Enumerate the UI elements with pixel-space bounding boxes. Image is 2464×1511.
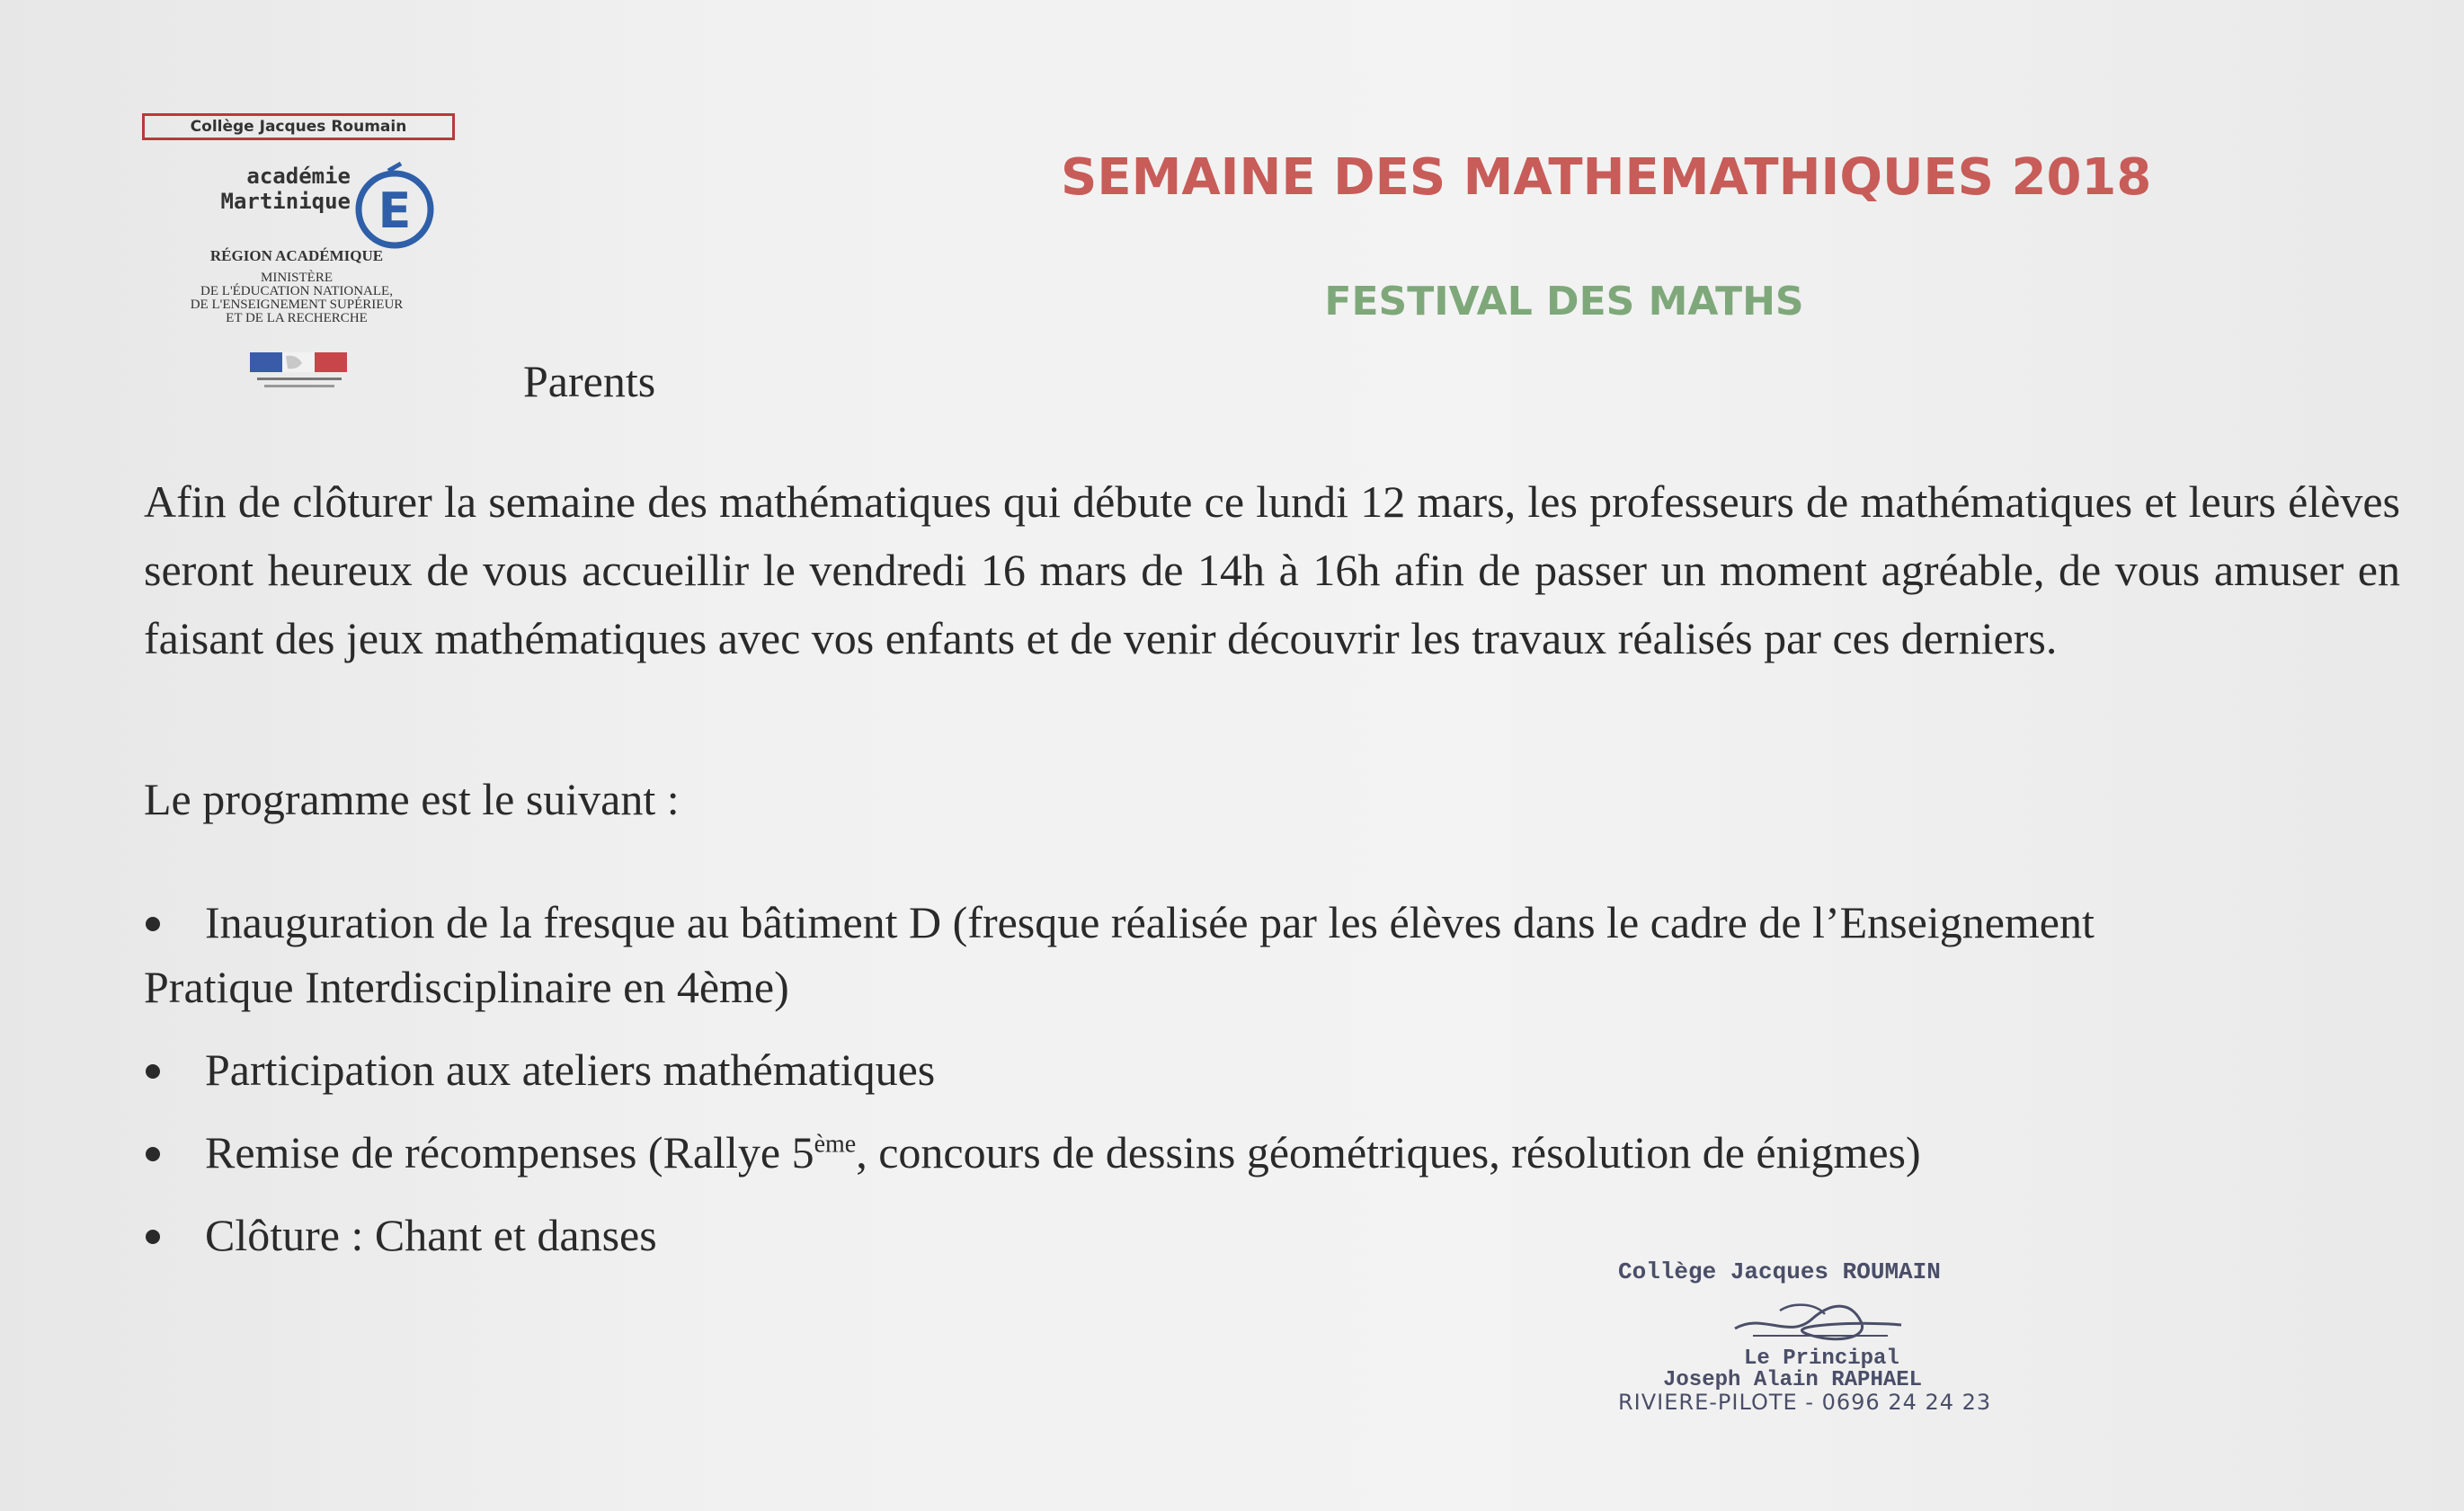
bullet-icon bbox=[146, 1064, 160, 1079]
list-item-text: Remise de récompenses (Rallye 5 bbox=[205, 1127, 814, 1178]
principal-stamp bbox=[1600, 1258, 2086, 1438]
academie-line2: Martinique bbox=[220, 189, 351, 214]
bullet-icon bbox=[146, 1230, 160, 1244]
ministere-label: MINISTÈRE DE L'ÉDUCATION NATIONALE, DE L'ENSEIGNEMENT SUPÉRIEUR ET DE LA RECHERCHE bbox=[190, 271, 404, 325]
page-subtitle: FESTIVAL DES MATHS bbox=[1324, 279, 1804, 324]
college-logo-label: Collège Jacques Roumain bbox=[142, 113, 455, 140]
programme-intro: Le programme est le suivant : bbox=[144, 774, 680, 824]
list-item bbox=[144, 890, 2391, 1019]
list-item-text: Participation aux ateliers mathématiques bbox=[205, 1044, 936, 1095]
list-item bbox=[144, 1037, 2391, 1102]
bullet-icon bbox=[146, 917, 160, 931]
list-item bbox=[144, 1120, 2391, 1185]
list-item-text-continued: Pratique Interdisciplinaire en 4ème) bbox=[144, 962, 789, 1012]
academie-e-logo-icon bbox=[349, 160, 440, 252]
academie-line1: académie bbox=[246, 164, 351, 189]
page-title: SEMAINE DES MATHEMATHIQUES 2018 bbox=[1061, 148, 2152, 207]
stamp-title: Le Principal bbox=[1744, 1347, 1899, 1371]
marianne-flag-icon bbox=[250, 349, 349, 392]
list-item-text: Inauguration de la fresque au bâtiment D (fresque réalisée par les élèves dans le cadre de l’Enseignement bbox=[205, 897, 2095, 947]
stamp-college-name: Collège Jacques ROUMAIN bbox=[1618, 1258, 1941, 1285]
stamp-address: RIVIERE-PILOTE - 0696 24 24 23 bbox=[1618, 1390, 1992, 1415]
superscript: ème bbox=[814, 1130, 857, 1159]
academie-label bbox=[216, 164, 351, 214]
bullet-icon bbox=[146, 1147, 160, 1161]
signature-icon bbox=[1726, 1294, 1906, 1348]
stamp-principal-name: Joseph Alain RAPHAEL bbox=[1663, 1368, 1923, 1392]
list-item-text: Clôture : Chant et danses bbox=[205, 1210, 657, 1260]
body-paragraph: Afin de clôturer la semaine des mathématiques qui débute ce lundi 12 mars, les professeurs de mathématiques et leurs élèves seront heureux de vous accueillir le vendredi 16 mars de 14h à 16h afin de passer un moment agréable, de vous amuser en faisant des jeux mathématiques avec vos enfants et de venir découvrir les travaux réalisés par ces derniers. bbox=[144, 476, 2400, 663]
list-item-text-after: , concours de dessins géométriques, résolution de énigmes) bbox=[856, 1127, 1921, 1178]
academie-logo-block bbox=[135, 108, 476, 396]
region-academique-label: RÉGION ACADÉMIQUE bbox=[209, 247, 384, 264]
salutation: Parents bbox=[523, 356, 656, 406]
programme-list bbox=[144, 890, 2391, 1285]
svg-text:E: E bbox=[378, 182, 412, 239]
